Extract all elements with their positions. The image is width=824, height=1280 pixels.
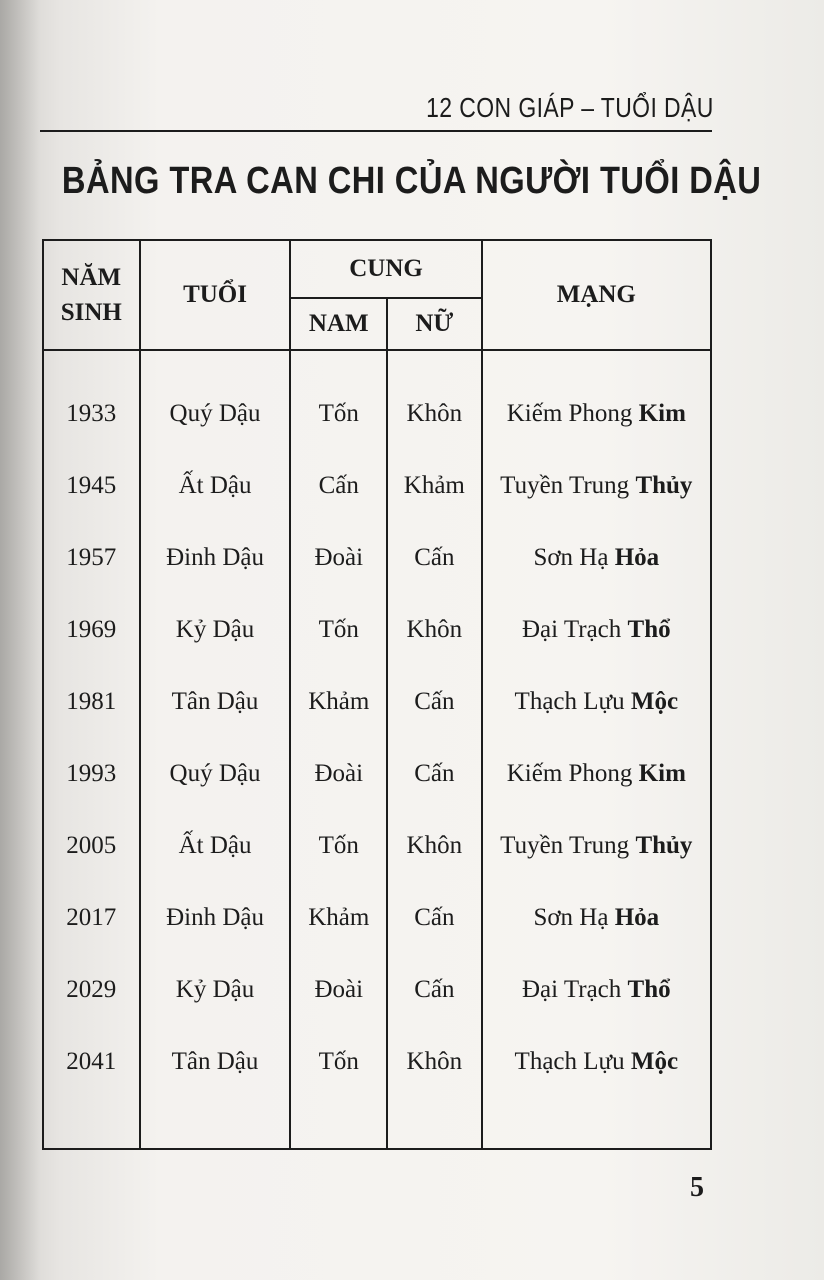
year-cell: 1969 bbox=[43, 594, 140, 666]
tuoi-cell: Kỷ Dậu bbox=[140, 594, 291, 666]
table-row bbox=[43, 954, 711, 1026]
cung-nu-cell: Khảm bbox=[387, 450, 482, 522]
cung-nam-cell: Khảm bbox=[290, 666, 387, 738]
header-nu: NỮ bbox=[387, 298, 482, 350]
mang-prefix: Tuyền Trung bbox=[500, 472, 636, 499]
cung-nam-cell: Tốn bbox=[290, 378, 387, 450]
table-row bbox=[43, 810, 711, 882]
mang-cell bbox=[482, 450, 711, 522]
page-number: 5 bbox=[690, 1172, 704, 1203]
year-cell: 2029 bbox=[43, 954, 140, 1026]
table-bottom-spacer bbox=[43, 1098, 711, 1149]
cung-nam-cell: Đoài bbox=[290, 954, 387, 1026]
mang-element: Thủy bbox=[635, 472, 693, 499]
mang-element: Thổ bbox=[627, 976, 671, 1003]
tuoi-cell: Ất Dậu bbox=[140, 450, 291, 522]
mang-element: Kim bbox=[638, 400, 686, 427]
year-cell: 2017 bbox=[43, 882, 140, 954]
table-header-row bbox=[43, 240, 711, 298]
mang-prefix: Kiếm Phong bbox=[506, 760, 639, 787]
table-row bbox=[43, 882, 711, 954]
cung-nam-cell: Đoài bbox=[290, 522, 387, 594]
table-top-spacer bbox=[43, 350, 711, 378]
table-row bbox=[43, 1026, 711, 1098]
mang-cell bbox=[482, 882, 711, 954]
year-cell: 1957 bbox=[43, 522, 140, 594]
mang-cell bbox=[482, 666, 711, 738]
header-mang: MẠNG bbox=[482, 240, 711, 350]
mang-cell bbox=[482, 594, 711, 666]
table-row bbox=[43, 594, 711, 666]
mang-cell bbox=[482, 954, 711, 1026]
mang-prefix: Sơn Hạ bbox=[533, 904, 615, 931]
tuoi-cell: Tân Dậu bbox=[140, 666, 291, 738]
mang-cell bbox=[482, 1026, 711, 1098]
cung-nam-cell: Cấn bbox=[290, 450, 387, 522]
table-row bbox=[43, 522, 711, 594]
cung-nam-cell: Đoài bbox=[290, 738, 387, 810]
mang-element: Thổ bbox=[627, 616, 671, 643]
header-tuoi: TUỔI bbox=[140, 240, 291, 350]
tuoi-cell: Ất Dậu bbox=[140, 810, 291, 882]
year-cell: 1981 bbox=[43, 666, 140, 738]
tuoi-cell: Quý Dậu bbox=[140, 738, 291, 810]
cung-nam-cell: Khảm bbox=[290, 882, 387, 954]
page-title: BẢNG TRA CAN CHI CỦA NGƯỜI TUỔI DẬU bbox=[62, 160, 762, 202]
mang-prefix: Kiếm Phong bbox=[506, 400, 639, 427]
cung-nam-cell: Tốn bbox=[290, 594, 387, 666]
mang-cell bbox=[482, 522, 711, 594]
tuoi-cell: Quý Dậu bbox=[140, 378, 291, 450]
mang-prefix: Thạch Lựu bbox=[514, 688, 631, 715]
can-chi-table bbox=[42, 239, 712, 1150]
tuoi-cell: Kỷ Dậu bbox=[140, 954, 291, 1026]
cung-nu-cell: Khôn bbox=[387, 378, 482, 450]
tuoi-cell: Tân Dậu bbox=[140, 1026, 291, 1098]
cung-nu-cell: Cấn bbox=[387, 666, 482, 738]
running-head: 12 CON GIÁP – TUỔI DẬU bbox=[426, 92, 714, 123]
cung-nu-cell: Cấn bbox=[387, 738, 482, 810]
year-cell: 2041 bbox=[43, 1026, 140, 1098]
year-cell: 2005 bbox=[43, 810, 140, 882]
table-row bbox=[43, 738, 711, 810]
year-cell: 1933 bbox=[43, 378, 140, 450]
mang-prefix: Đại Trạch bbox=[521, 976, 628, 1003]
tuoi-cell: Đinh Dậu bbox=[140, 882, 291, 954]
mang-prefix: Sơn Hạ bbox=[533, 544, 615, 571]
year-cell: 1993 bbox=[43, 738, 140, 810]
mang-element: Thủy bbox=[635, 832, 693, 859]
cung-nu-cell: Cấn bbox=[387, 954, 482, 1026]
year-cell: 1945 bbox=[43, 450, 140, 522]
mang-prefix: Thạch Lựu bbox=[514, 1048, 631, 1075]
header-rule bbox=[40, 130, 712, 132]
cung-nu-cell: Cấn bbox=[387, 882, 482, 954]
table-row bbox=[43, 450, 711, 522]
header-cung: CUNG bbox=[290, 240, 481, 298]
mang-element: Kim bbox=[638, 760, 686, 787]
mang-cell bbox=[482, 378, 711, 450]
mang-element: Hỏa bbox=[614, 544, 660, 571]
cung-nu-cell: Khôn bbox=[387, 810, 482, 882]
mang-prefix: Đại Trạch bbox=[521, 616, 628, 643]
cung-nam-cell: Tốn bbox=[290, 810, 387, 882]
mang-prefix: Tuyền Trung bbox=[500, 832, 636, 859]
table-row bbox=[43, 666, 711, 738]
page-title-wrap bbox=[0, 160, 824, 203]
mang-element: Mộc bbox=[630, 688, 679, 715]
cung-nu-cell: Cấn bbox=[387, 522, 482, 594]
table-row bbox=[43, 378, 711, 450]
mang-element: Mộc bbox=[630, 1048, 679, 1075]
header-nam-sinh: NĂM SINH bbox=[43, 240, 140, 350]
mang-cell bbox=[482, 738, 711, 810]
header-nam: NAM bbox=[290, 298, 387, 350]
mang-element: Hỏa bbox=[614, 904, 660, 931]
cung-nu-cell: Khôn bbox=[387, 1026, 482, 1098]
cung-nu-cell: Khôn bbox=[387, 594, 482, 666]
tuoi-cell: Đinh Dậu bbox=[140, 522, 291, 594]
mang-cell bbox=[482, 810, 711, 882]
cung-nam-cell: Tốn bbox=[290, 1026, 387, 1098]
